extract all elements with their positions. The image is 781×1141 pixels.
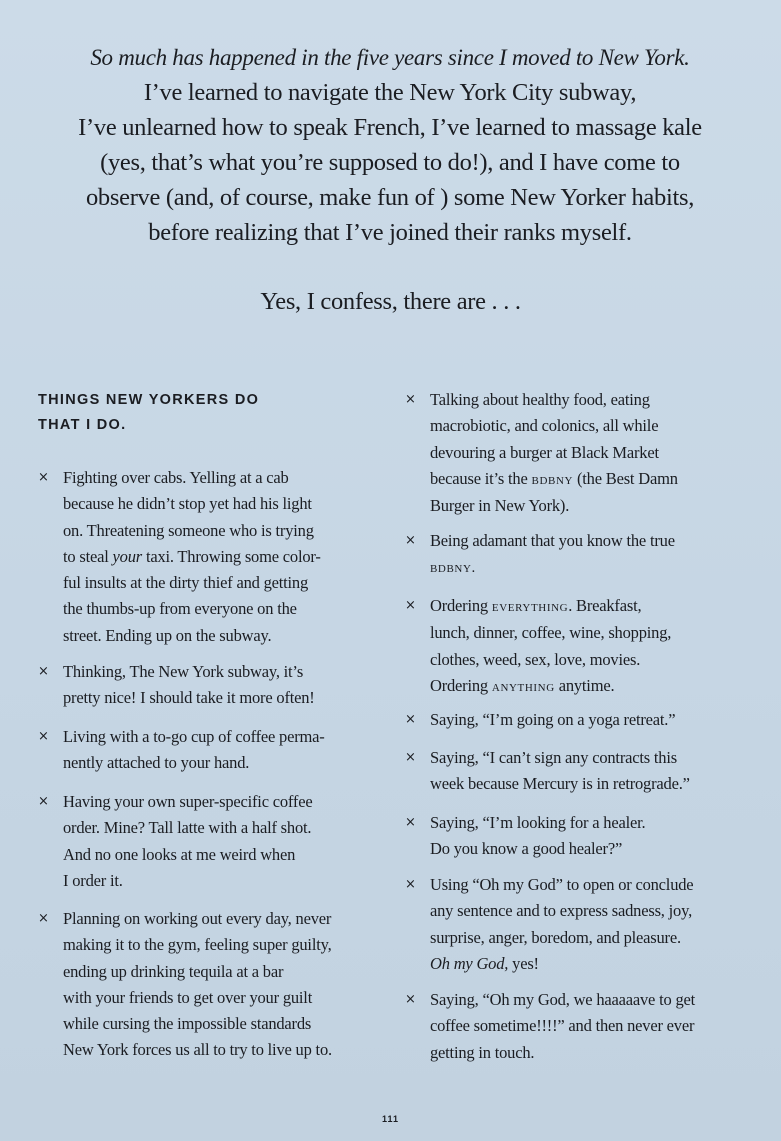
text-line: on. Threatening someone who is trying <box>63 520 314 540</box>
list-item-text <box>430 987 750 1066</box>
text-line: while cursing the impossible standards <box>63 1014 312 1034</box>
text-line: Talking about healthy food, eating <box>430 390 650 409</box>
heading-line: THINGS NEW YORKERS DO <box>38 392 260 408</box>
emphasis: Oh my God, <box>430 953 509 973</box>
list-item-oh-my-god <box>405 872 750 977</box>
list-item-text <box>430 872 750 977</box>
bullet-x-icon: × <box>38 470 49 485</box>
text-line: devouring a burger at Black Market <box>430 442 659 462</box>
list-item-text <box>430 745 750 798</box>
intro-line: observe (and, of course, make fun of ) some New Yorker habits, <box>85 184 695 211</box>
text-line: Using “Oh my God” to open or conclude <box>430 875 694 894</box>
text-line: lunch, dinner, coffee, wine, shopping, <box>430 623 672 643</box>
text-line: Being adamant that you know the true <box>430 531 675 550</box>
intro-paragraph <box>40 40 740 250</box>
text-line: Ordering <box>430 596 488 615</box>
section-heading <box>38 388 338 438</box>
text-line: coffee sometime!!!!” and then never ever <box>430 1016 695 1036</box>
list-item-healer <box>405 810 750 863</box>
small-caps: bdbny. <box>430 560 476 577</box>
list-item-coffee-cup <box>38 724 378 777</box>
small-caps: bdbny <box>531 471 574 488</box>
list-item-text <box>430 593 750 700</box>
text-line: yes! <box>512 953 539 973</box>
text-line: the thumbs-up from everyone on the <box>63 599 297 619</box>
text-line: any sentence and to express sadness, joy, <box>430 901 692 921</box>
list-item-text <box>63 789 378 894</box>
bullet-x-icon: × <box>405 992 416 1007</box>
text-line: New York forces us all to try to live up to. <box>63 1040 332 1060</box>
text-line: to steal <box>63 546 109 566</box>
list-item-gym <box>38 906 383 1064</box>
page-number: 111 <box>381 1114 400 1124</box>
text-line: (the Best Damn <box>577 468 678 488</box>
list-item-text <box>63 724 378 777</box>
text-line: week because Mercury is in retrograde.” <box>430 774 690 794</box>
text-line: ful insults at the dirty thief and getting <box>63 573 309 593</box>
text-line: street. Ending up on the subway. <box>63 625 272 645</box>
text-line: nently attached to your hand. <box>63 753 250 773</box>
intro-line: I’ve learned to navigate the New York City subway, <box>143 79 637 106</box>
intro-line: (yes, that’s what you’re supposed to do!), and I have come to <box>100 149 680 176</box>
text-line: ending up drinking tequila at a bar <box>63 961 284 981</box>
bullet-x-icon: × <box>405 392 416 407</box>
list-item-text <box>430 528 750 582</box>
list-item-text <box>430 810 750 863</box>
text-line: Saying, “Oh my God, we haaaaave to get <box>430 990 696 1009</box>
text-line: Saying, “I can’t sign any contracts this <box>430 748 677 767</box>
text-line: . Breakfast, <box>568 596 642 615</box>
bullet-x-icon: × <box>405 815 416 830</box>
list-item-text <box>430 707 750 733</box>
text-line: clothes, weed, sex, love, movies. <box>430 649 641 669</box>
text-line: because he didn’t stop yet had his light <box>63 494 312 514</box>
list-item-text <box>63 906 383 1064</box>
bullet-x-icon: × <box>38 794 49 809</box>
text-line: with your friends to get over your guilt <box>63 987 313 1007</box>
bullet-x-icon: × <box>405 533 416 548</box>
small-caps: anything <box>491 678 555 695</box>
text-line: I order it. <box>63 870 123 890</box>
bullet-x-icon: × <box>405 877 416 892</box>
confession-line: Yes, I confess, there are . . . <box>260 288 521 315</box>
text-line: surprise, anger, boredom, and pleasure. <box>430 927 681 947</box>
bullet-x-icon: × <box>38 729 49 744</box>
bullet-x-icon: × <box>38 911 49 926</box>
list-item-coffee-order <box>38 789 378 894</box>
text-line: getting in touch. <box>430 1042 535 1062</box>
text-line: taxi. Throwing some color- <box>145 546 321 566</box>
bullet-x-icon: × <box>405 712 416 727</box>
text-line: making it to the gym, feeling super guilty, <box>63 935 332 955</box>
text-line: And no one looks at me weird when <box>63 844 296 864</box>
text-line: macrobiotic, and colonics, all while <box>430 416 659 436</box>
list-item-adamant <box>405 528 750 582</box>
list-item-ordering <box>405 593 750 700</box>
bullet-x-icon: × <box>405 750 416 765</box>
list-item-yoga <box>405 707 750 733</box>
bullet-x-icon: × <box>405 598 416 613</box>
intro-line: before realizing that I’ve joined their ranks myself. <box>148 219 632 246</box>
list-item-text <box>430 387 750 519</box>
text-line: Having your own super-specific coffee <box>63 792 313 811</box>
list-item-cabs <box>38 465 378 649</box>
text-line: Ordering <box>430 675 488 695</box>
text-line: Fighting over cabs. Yelling at a cab <box>63 468 289 487</box>
text-line: Saying, “I’m going on a yoga retreat.” <box>430 710 676 729</box>
text-line: Planning on working out every day, never <box>63 909 332 928</box>
bullet-x-icon: × <box>38 664 49 679</box>
list-item-haaaave <box>405 987 750 1066</box>
text-line: Living with a to-go cup of coffee perma- <box>63 727 325 746</box>
text-line: Thinking, The New York subway, it’s <box>63 662 304 681</box>
text-line: Do you know a good healer?” <box>430 839 623 859</box>
list-item-subway <box>38 659 378 712</box>
text-line: Burger in New York). <box>430 496 570 516</box>
list-item-text <box>63 465 378 649</box>
intro-lead-italic: So much has happened in the five years since I moved to New York. <box>90 45 690 70</box>
text-line: pretty nice! I should take it more often! <box>63 688 315 708</box>
emphasis: your <box>112 546 142 566</box>
text-line: anytime. <box>558 675 615 695</box>
small-caps: everything <box>491 599 569 615</box>
list-item-mercury <box>405 745 750 798</box>
text-line: because it’s the <box>430 468 528 488</box>
text-line: Saying, “I’m looking for a healer. <box>430 813 646 832</box>
list-item-text <box>63 659 378 712</box>
intro-line: I’ve unlearned how to speak French, I’ve learned to massage kale <box>78 114 702 141</box>
heading-line: THAT I DO. <box>38 417 127 433</box>
list-item-healthy-food <box>405 387 750 519</box>
text-line: order. Mine? Tall latte with a half shot. <box>63 818 312 838</box>
